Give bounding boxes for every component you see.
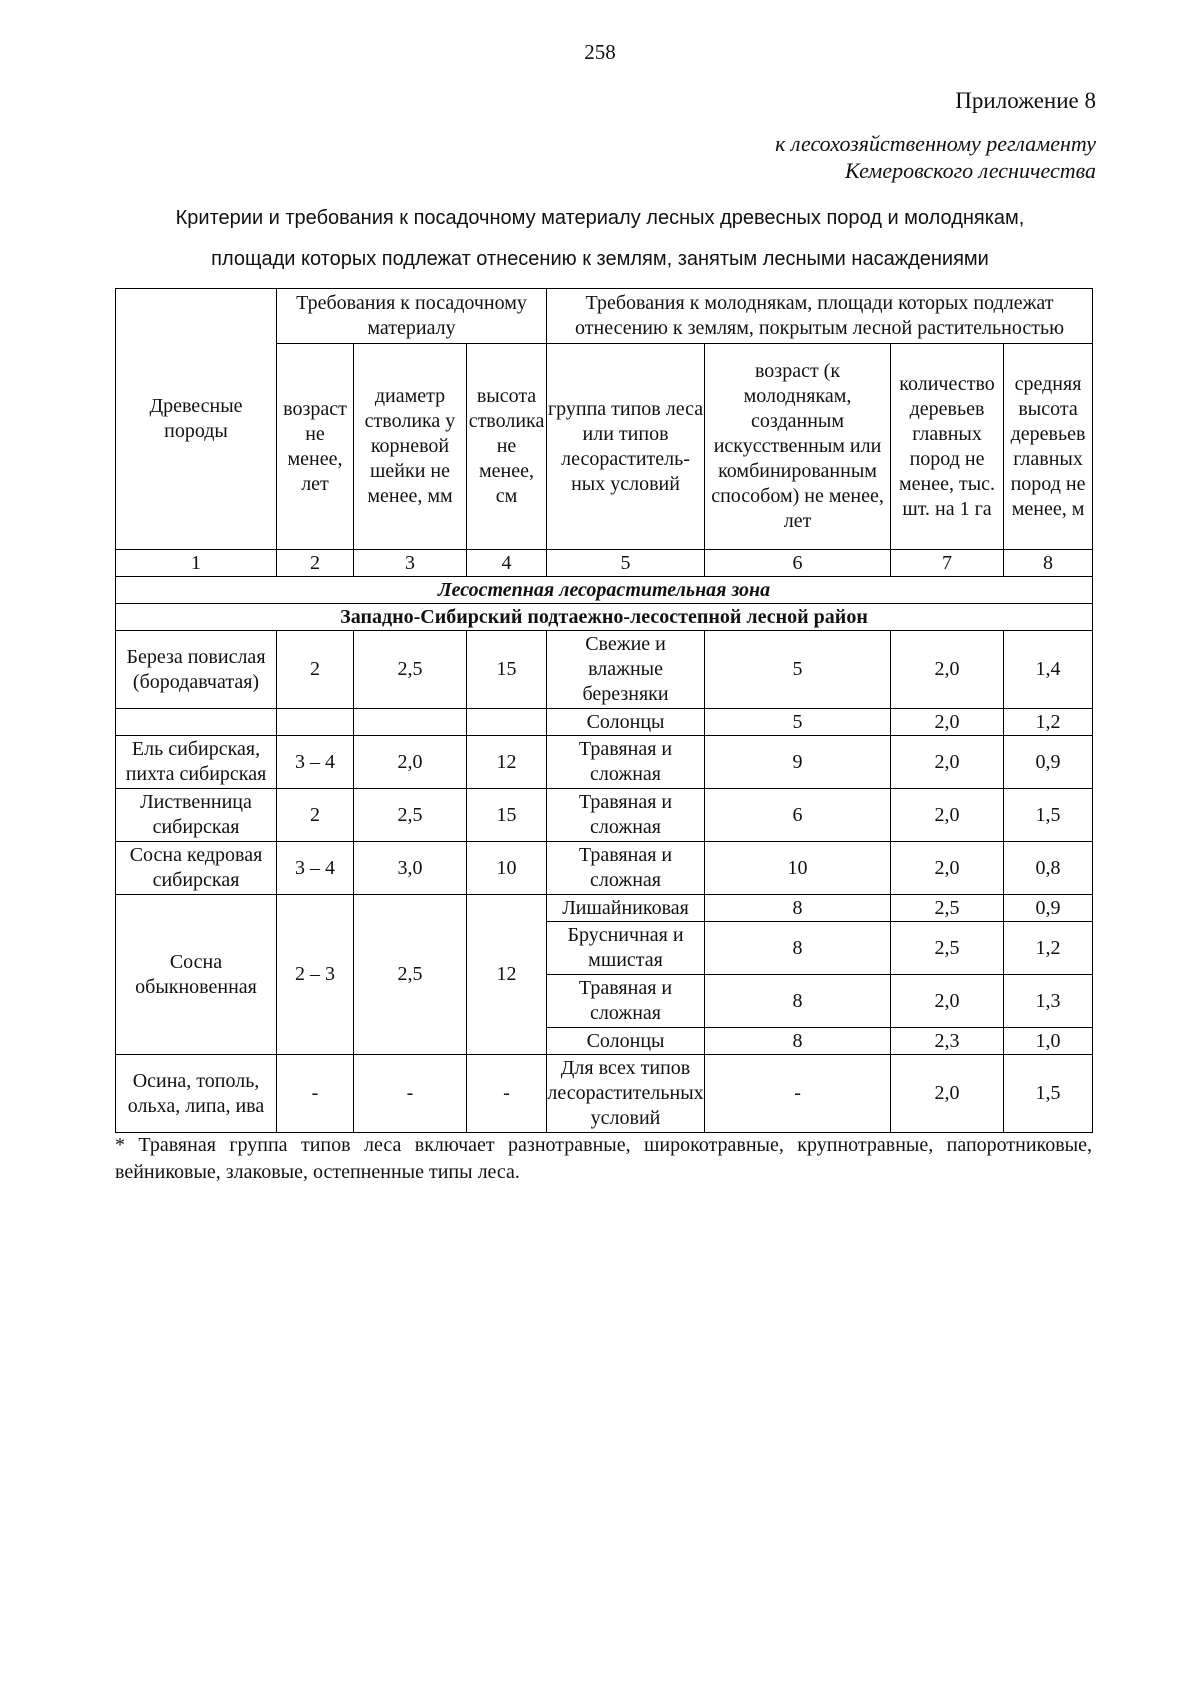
forest-type-cell: Солонцы: [547, 709, 705, 736]
diameter-cell: 2,5: [354, 895, 467, 1055]
height-cell: 15: [467, 631, 547, 709]
column-number: 4: [467, 550, 547, 577]
young-age-cell: 8: [705, 975, 891, 1028]
header-col-6: возраст (к молоднякам, созданным искусственным или комбинированным способом) не менее, лет: [705, 344, 891, 550]
tree-count-cell: 2,5: [891, 922, 1004, 975]
tree-count-cell: 2,0: [891, 709, 1004, 736]
young-age-cell: 9: [705, 736, 891, 789]
species-cell: Осина, тополь, ольха, липа, ива: [116, 1055, 277, 1133]
mean-height-cell: 1,3: [1004, 975, 1093, 1028]
diameter-cell: 2,5: [354, 789, 467, 842]
regulation-line: к лесохозяйственному регламенту: [775, 131, 1096, 156]
criteria-table: [115, 288, 1093, 1133]
title-line: Критерии и требования к посадочному материалу лесных древесных пород и молоднякам,: [175, 207, 1025, 229]
empty-cell: [277, 709, 354, 736]
mean-height-cell: 1,2: [1004, 709, 1093, 736]
young-age-cell: 8: [705, 922, 891, 975]
page-number: 258: [584, 40, 616, 64]
species-cell: Лиственница сибирская: [116, 789, 277, 842]
species-cell: Сосна кедровая сибирская: [116, 842, 277, 895]
tree-count-cell: 2,0: [891, 789, 1004, 842]
mean-height-cell: 1,2: [1004, 922, 1093, 975]
tree-count-cell: 2,0: [891, 736, 1004, 789]
tree-count-cell: 2,0: [891, 1055, 1004, 1133]
mean-height-cell: 1,5: [1004, 789, 1093, 842]
planting-age-cell: 2 – 3: [277, 895, 354, 1055]
forest-type-cell: Брусничная и мшистая: [547, 922, 705, 975]
young-age-cell: 5: [705, 709, 891, 736]
young-age-cell: 5: [705, 631, 891, 709]
height-cell: 15: [467, 789, 547, 842]
column-number: 8: [1004, 550, 1093, 577]
forest-type-cell: Для всех типов лесорастительных условий: [547, 1055, 705, 1133]
young-age-cell: -: [705, 1055, 891, 1133]
header-col-2: возраст не менее, лет: [277, 344, 354, 550]
diameter-cell: 2,0: [354, 736, 467, 789]
forest-type-cell: Травяная и сложная: [547, 736, 705, 789]
height-cell: 10: [467, 842, 547, 895]
mean-height-cell: 0,8: [1004, 842, 1093, 895]
regulation-reference: [775, 130, 1096, 184]
diameter-cell: 2,5: [354, 631, 467, 709]
zone-row: Лесостепная лесорастительная зона: [116, 577, 1093, 604]
mean-height-cell: 0,9: [1004, 736, 1093, 789]
empty-cell: [467, 709, 547, 736]
planting-age-cell: 2: [277, 631, 354, 709]
mean-height-cell: 1,0: [1004, 1028, 1093, 1055]
document-title: [0, 198, 1200, 280]
header-planting-material: Требования к посадочному материалу: [277, 289, 547, 344]
species-cell: Ель сибирская, пихта сибирская: [116, 736, 277, 789]
header-col-4: высота стволика не менее, см: [467, 344, 547, 550]
tree-count-cell: 2,0: [891, 842, 1004, 895]
header-young-stands: Требования к молоднякам, площади которых подлежат отнесению к землям, покрытым лесной растительностью: [547, 289, 1093, 344]
diameter-cell: 3,0: [354, 842, 467, 895]
footnote: * Травяная группа типов леса включает разнотравные, широкотравные, крупнотравные, папоротниковые, вейниковые, злаковые, остепненные типы леса.: [115, 1134, 1092, 1183]
forest-type-cell: Травяная и сложная: [547, 789, 705, 842]
tree-count-cell: 2,0: [891, 631, 1004, 709]
header-col-3: диаметр стволика у корневой шейки не менее, мм: [354, 344, 467, 550]
forest-type-cell: Солонцы: [547, 1028, 705, 1055]
header-col-8: средняя высота деревьев главных пород не менее, м: [1004, 344, 1093, 550]
planting-age-cell: -: [277, 1055, 354, 1133]
empty-cell: [354, 709, 467, 736]
young-age-cell: 10: [705, 842, 891, 895]
column-number: 2: [277, 550, 354, 577]
height-cell: -: [467, 1055, 547, 1133]
mean-height-cell: 0,9: [1004, 895, 1093, 922]
appendix-label: Приложение 8: [955, 88, 1096, 113]
young-age-cell: 8: [705, 1028, 891, 1055]
column-number: 7: [891, 550, 1004, 577]
empty-cell: [116, 709, 277, 736]
header-col-5: группа типов леса или типов лесораститель-ных условий: [547, 344, 705, 550]
species-cell: Сосна обыкновенная: [116, 895, 277, 1055]
tree-count-cell: 2,3: [891, 1028, 1004, 1055]
district-row: Западно-Сибирский подтаежно-лесостепной лесной район: [116, 604, 1093, 631]
column-number: 5: [547, 550, 705, 577]
title-line: площади которых подлежат отнесению к землям, занятым лесными насаждениями: [211, 248, 989, 270]
species-cell: Береза повислая (бородавчатая): [116, 631, 277, 709]
column-number: 3: [354, 550, 467, 577]
forest-type-cell: Травяная и сложная: [547, 842, 705, 895]
planting-age-cell: 3 – 4: [277, 736, 354, 789]
young-age-cell: 8: [705, 895, 891, 922]
height-cell: 12: [467, 736, 547, 789]
planting-age-cell: 3 – 4: [277, 842, 354, 895]
young-age-cell: 6: [705, 789, 891, 842]
mean-height-cell: 1,5: [1004, 1055, 1093, 1133]
tree-count-cell: 2,5: [891, 895, 1004, 922]
header-species: Древесные породы: [116, 289, 277, 550]
header-col-7: количество деревьев главных пород не менее, тыс. шт. на 1 га: [891, 344, 1004, 550]
forest-type-cell: Лишайниковая: [547, 895, 705, 922]
column-number: 6: [705, 550, 891, 577]
column-number: 1: [116, 550, 277, 577]
tree-count-cell: 2,0: [891, 975, 1004, 1028]
regulation-line: Кемеровского лесничества: [845, 158, 1096, 183]
mean-height-cell: 1,4: [1004, 631, 1093, 709]
forest-type-cell: Травяная и сложная: [547, 975, 705, 1028]
forest-type-cell: Свежие и влажные березняки: [547, 631, 705, 709]
height-cell: 12: [467, 895, 547, 1055]
diameter-cell: -: [354, 1055, 467, 1133]
planting-age-cell: 2: [277, 789, 354, 842]
